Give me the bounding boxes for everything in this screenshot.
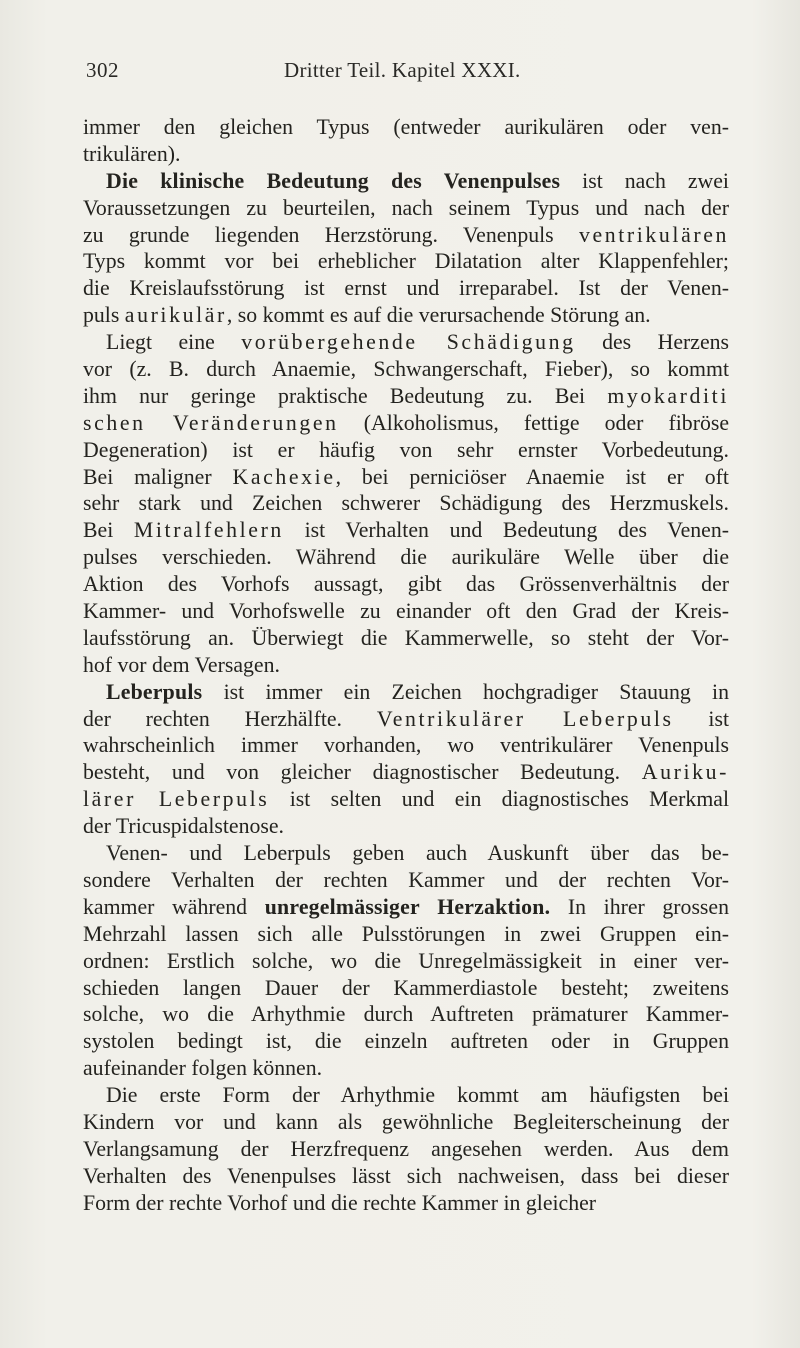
text-run: In ihrer grossen: [550, 894, 729, 919]
spaced-term: vorübergehende Schädigung: [241, 330, 576, 355]
text-run: Aktion des Vorhofs aussagt, gibt das Grössenverhältnis der: [83, 572, 729, 597]
text-line: [83, 1028, 729, 1055]
text-run: der Tricuspidalstenose.: [83, 814, 285, 839]
text-run: Voraussetzungen zu beurteilen, nach seinem Typus und nach der: [83, 195, 729, 220]
text-run: Die erste Form der Arhythmie kommt am häufigsten bei: [106, 1083, 729, 1108]
spaced-term: Kachexie: [232, 464, 336, 489]
text-line: [83, 1136, 729, 1163]
text-line: [83, 732, 729, 759]
text-line: [83, 759, 729, 786]
text-line: [83, 1190, 729, 1217]
text-line: [83, 867, 729, 894]
spaced-term: Auriku-: [641, 760, 729, 785]
text-run: Liegt eine: [106, 330, 242, 355]
text-line: [83, 706, 729, 733]
text-run: schieden langen Dauer der Kammerdiastole besteht; zweitens: [83, 975, 729, 1000]
text-line: [83, 329, 729, 356]
bold-term: Die klinische Bedeutung des Venenpulses: [106, 168, 561, 193]
text-line: [83, 302, 729, 329]
text-run: Bei: [83, 518, 134, 543]
text-line: [83, 1082, 729, 1109]
text-run: solche, wo die Arhythmie durch Auftreten prämaturer Kammer-: [83, 1002, 729, 1027]
text-run: Bei maligner: [83, 464, 233, 489]
text-line: [83, 356, 729, 383]
text-run: Verlangsamung der Herzfrequenz angesehen werden. Aus dem: [83, 1136, 729, 1161]
text-run: zu grunde liegenden Herzstörung. Venenpuls: [83, 222, 579, 247]
text-run: , bei perniciöser Anaemie ist er oft: [335, 464, 729, 489]
text-run: kammer während: [83, 894, 265, 919]
text-line: [83, 679, 729, 706]
text-line: [83, 464, 729, 491]
text-line: [83, 1109, 729, 1136]
text-line: [83, 894, 729, 921]
spaced-term: aurikulär: [124, 303, 227, 328]
text-run: Form der rechte Vorhof und die rechte Kammer in gleicher: [83, 1190, 597, 1215]
spaced-term: lärer Leberpuls: [83, 787, 270, 812]
text-run: die Kreislaufsstörung ist ernst und irreparabel. Ist der Venen-: [83, 276, 729, 301]
spaced-term: schen Veränderungen: [83, 410, 339, 435]
text-run: Degeneration) ist er häufig von sehr ernster Vorbedeutung.: [83, 437, 729, 462]
text-line: [83, 141, 729, 168]
text-line: [83, 248, 729, 275]
text-run: ist selten und ein diagnostisches Merkmal: [269, 787, 730, 812]
text-line: [83, 1001, 729, 1028]
text-line: [83, 275, 729, 302]
page-header: [86, 58, 736, 88]
spaced-term: myokarditi: [607, 383, 729, 408]
text-line: [83, 410, 729, 437]
text-line: [83, 948, 729, 975]
text-run: ihm nur geringe praktische Bedeutung zu. Bei: [83, 383, 608, 408]
text-run: systolen bedingt ist, die einzeln auftreten oder in Gruppen: [83, 1029, 729, 1054]
text-run: sondere Verhalten der rechten Kammer und der rechten Vor-: [83, 867, 729, 892]
text-line: [83, 652, 729, 679]
text-line: [83, 975, 729, 1002]
text-run: trikulären).: [83, 141, 181, 166]
running-head: Dritter Teil. Kapitel XXXI.: [284, 58, 521, 82]
text-line: [83, 544, 729, 571]
text-line: [83, 921, 729, 948]
text-run: Kindern vor und kann als gewöhnliche Begleiterscheinung der: [83, 1109, 729, 1134]
text-run: pulses verschieden. Während die aurikuläre Welle über die: [83, 545, 729, 570]
text-line: [83, 813, 729, 840]
text-run: des Herzens: [575, 330, 730, 355]
text-line: [83, 571, 729, 598]
spaced-term: Mitralfehlern: [133, 518, 284, 543]
spaced-term: Ventrikulärer Leberpuls: [376, 706, 674, 731]
text-run: vor (z. B. durch Anaemie, Schwangerschaft, Fieber), so kommt: [83, 357, 729, 382]
text-run: Kammer- und Vorhofswelle zu einander oft den Grad der Kreis-: [83, 599, 729, 624]
text-line: [83, 840, 729, 867]
text-run: ist: [673, 706, 729, 731]
page-number: 302: [86, 58, 119, 82]
text-line: [83, 437, 729, 464]
text-line: [83, 195, 729, 222]
body-text: [83, 114, 729, 1217]
text-run: sehr stark und Zeichen schwerer Schädigung des Herzmuskels.: [83, 491, 729, 516]
text-run: immer den gleichen Typus (entweder aurikulären oder ven-: [83, 115, 729, 139]
text-run: puls: [83, 303, 125, 328]
text-line: [83, 625, 729, 652]
text-run: besteht, und von gleicher diagnostischer Bedeutung.: [83, 760, 642, 785]
bold-term: unregelmässiger Herzaktion.: [264, 894, 551, 919]
text-run: wahrscheinlich immer vorhanden, wo ventrikulärer Venenpuls: [83, 733, 729, 758]
bold-term: Leberpuls: [106, 679, 203, 704]
text-run: Verhalten des Venenpulses lässt sich nachweisen, dass bei dieser: [83, 1163, 729, 1188]
text-run: ist nach zwei: [560, 168, 729, 193]
text-run: , so kommt es auf die verursachende Störung an.: [226, 303, 651, 328]
text-line: [83, 786, 729, 813]
text-run: (Alkoholismus, fettige oder fibröse: [338, 410, 730, 435]
text-run: aufeinander folgen können.: [83, 1056, 323, 1081]
text-run: Typs kommt vor bei erheblicher Dilatation alter Klappenfehler;: [83, 249, 729, 274]
text-run: Mehrzahl lassen sich alle Pulsstörungen in zwei Gruppen ein-: [83, 921, 729, 946]
text-line: [83, 168, 729, 195]
text-line: [83, 598, 729, 625]
text-line: [83, 383, 729, 410]
text-run: ordnen: Erstlich solche, wo die Unregelmässigkeit in einer ver-: [83, 948, 729, 973]
text-run: hof vor dem Versagen.: [83, 652, 280, 677]
text-run: laufsstörung an. Überwiegt die Kammerwelle, so steht der Vor-: [83, 625, 729, 650]
text-line: [83, 222, 729, 249]
spaced-term: ventrikulären: [578, 222, 729, 247]
text-run: Venen- und Leberpuls geben auch Auskunft über das be-: [106, 841, 729, 866]
text-line: [83, 1055, 729, 1082]
text-line: [83, 1163, 729, 1190]
text-line: [83, 114, 729, 141]
text-run: ist Verhalten und Bedeutung des Venen-: [283, 518, 730, 543]
text-line: [83, 517, 729, 544]
text-run: der rechten Herzhälfte.: [83, 706, 377, 731]
text-run: ist immer ein Zeichen hochgradiger Stauung in: [202, 679, 729, 704]
text-line: [83, 490, 729, 517]
